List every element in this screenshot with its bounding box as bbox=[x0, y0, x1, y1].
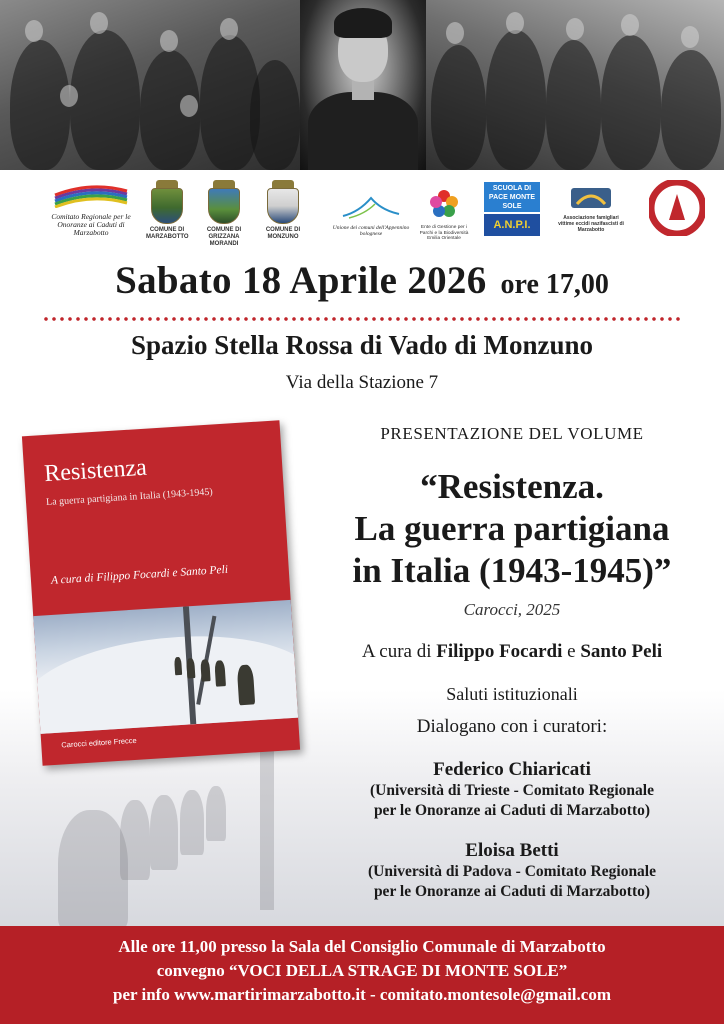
speaker-affiliation: (Università di Padova - Comitato Regionale bbox=[367, 863, 656, 880]
arch-emblem-icon bbox=[569, 186, 613, 210]
footer-banner bbox=[0, 926, 724, 1024]
speaker-affiliation: per le Onoranze ai Caduti di Marzabotto) bbox=[373, 802, 651, 819]
speaker-name: Federico Chiaricati bbox=[433, 759, 591, 780]
speaker-affiliation: per le Onoranze ai Caduti di Marzabotto) bbox=[373, 883, 651, 900]
book-cover-subtitle: La guerra partigiana in Italia (1943-1945) bbox=[45, 486, 213, 509]
volume-title-line: La guerra partigiana bbox=[354, 509, 670, 548]
speaker-affiliation: (Università di Trieste - Comitato Regionale bbox=[370, 782, 654, 799]
crest-crown-icon bbox=[156, 180, 178, 188]
speaker-block bbox=[300, 759, 724, 821]
speaker-block bbox=[300, 840, 724, 902]
footer-line: Alle ore 11,00 presso la Sala del Consiglio Comunale di Marzabotto bbox=[118, 937, 606, 956]
edited-prefix: A cura di bbox=[361, 641, 432, 662]
volume-title-line: in Italia (1943-1945)” bbox=[352, 551, 672, 590]
event-time: ore 17,00 bbox=[500, 269, 609, 300]
logo-comune-monzuno bbox=[262, 180, 304, 241]
footer-contact-line: per info www.martirimarzabotto.it - comitato.montesole@gmail.com bbox=[113, 985, 611, 1004]
book-cover-curators: A cura di Filippo Focardi e Santo Peli bbox=[50, 563, 229, 587]
event-venue: Spazio Stella Rossa di Vado di Monzuno bbox=[130, 330, 594, 360]
rainbow-flag-icon bbox=[51, 182, 131, 208]
volume-publisher: Carocci, 2025 bbox=[463, 600, 561, 619]
anpi-badge: A.N.P.I. bbox=[484, 214, 540, 236]
book-cover-publisher: Carocci editore Frecce bbox=[61, 735, 137, 750]
logo-associazione-famigliari bbox=[556, 186, 626, 233]
book-cover bbox=[22, 420, 300, 766]
logo-ente-parchi bbox=[416, 188, 472, 242]
logo-caption: COMUNE DI MARZABOTTO bbox=[146, 227, 189, 240]
partisans-group-photo-right bbox=[426, 0, 724, 170]
book-cover-title: Resistenza bbox=[43, 454, 148, 488]
event-address: Via della Stazione 7 bbox=[285, 372, 439, 393]
logo-scuola-pace-anpi bbox=[484, 182, 542, 236]
logo-comune-grizzana bbox=[198, 180, 250, 248]
crest-shield-icon bbox=[267, 188, 299, 224]
logo-caption: Comitato Regionale per le Onoranze ai Caduti di Marzabotto bbox=[51, 212, 131, 237]
footer-line: convegno “VOCI DELLA STRAGE DI MONTE SOLE” bbox=[156, 961, 568, 980]
book-cover-photo bbox=[33, 600, 298, 734]
logo-caption: COMUNE DI MONZUNO bbox=[265, 227, 301, 240]
event-date-line bbox=[0, 258, 724, 303]
logo-caption: Ente di Gestione per i Parchi e la Biodiversità Emilia Orientale bbox=[419, 225, 469, 241]
red-star-circle-icon bbox=[649, 180, 705, 236]
sponsor-logos-row bbox=[0, 178, 724, 250]
presentation-heading: PRESENTAZIONE DEL VOLUME bbox=[380, 424, 644, 443]
crest-crown-icon bbox=[272, 180, 294, 188]
edited-and: e bbox=[567, 641, 576, 662]
institutional-greetings: Saluti istituzionali bbox=[446, 684, 578, 704]
logo-comune-marzabotto bbox=[146, 180, 188, 241]
dotted-divider bbox=[42, 316, 682, 322]
scuola-pace-badge: SCUOLA DI PACE MONTE SOLE bbox=[484, 182, 540, 212]
dialogue-intro: Dialogano con i curatori: bbox=[416, 716, 608, 737]
volume-title-line: “Resistenza. bbox=[420, 467, 604, 506]
flower-petals-icon bbox=[428, 188, 460, 220]
logo-caption: Unione dei comuni dell'Appennino bolognese bbox=[332, 225, 410, 237]
editor-name: Filippo Focardi bbox=[436, 641, 563, 662]
volume-title bbox=[300, 466, 724, 592]
crest-shield-icon bbox=[208, 188, 240, 224]
logo-caption: Associazione famigliari vittime eccidi nazifascisti di Marzabotto bbox=[558, 215, 624, 233]
logo-comitato-regionale bbox=[44, 182, 138, 237]
edited-by-line bbox=[300, 641, 724, 663]
mountain-wave-icon bbox=[341, 192, 401, 220]
partisans-group-photo-left bbox=[0, 0, 300, 170]
logo-caption: COMUNE DI GRIZZANA MORANDI bbox=[206, 227, 242, 247]
crest-shield-icon bbox=[151, 188, 183, 224]
event-date: Sabato 18 Aprile 2026 bbox=[115, 259, 487, 302]
crest-crown-icon bbox=[213, 180, 235, 188]
editor-name: Santo Peli bbox=[580, 641, 663, 662]
logo-spazio-stella-rossa bbox=[644, 180, 710, 241]
speaker-name: Eloisa Betti bbox=[465, 840, 559, 861]
partisan-portrait-photo bbox=[300, 0, 426, 170]
logo-unione-comuni bbox=[328, 192, 414, 237]
header-photo-strip bbox=[0, 0, 724, 170]
